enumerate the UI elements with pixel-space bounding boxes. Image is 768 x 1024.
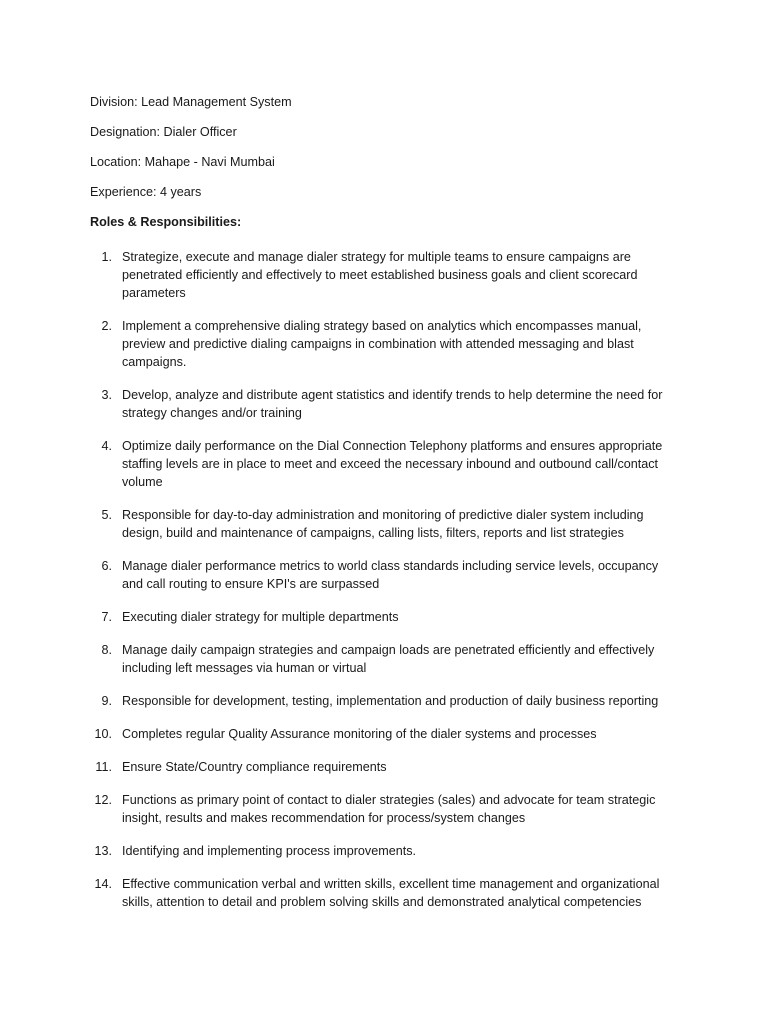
- list-item: [90, 608, 680, 626]
- list-item-text: Identifying and implementing process improvements.: [122, 844, 416, 858]
- list-item: [90, 506, 680, 542]
- list-item-number: 8.: [101, 643, 112, 657]
- list-item: [90, 791, 680, 827]
- list-item-text: Effective communication verbal and written skills, excellent time management and organizational skills, attention to detail and problem solving skills and demonstrated analytical competencies: [122, 877, 660, 909]
- list-item: [90, 248, 680, 302]
- list-item-number: 13.: [94, 844, 112, 858]
- list-item-number: 7.: [101, 610, 112, 624]
- list-item-number: 11.: [95, 760, 112, 774]
- list-item: [90, 386, 680, 422]
- list-item-text: Completes regular Quality Assurance monitoring of the dialer systems and processes: [122, 727, 597, 741]
- list-item-text: Responsible for day-to-day administration and monitoring of predictive dialer system including design, build and maintenance of campaigns, calling lists, filters, reports and list strategies: [122, 508, 644, 540]
- experience-line: Experience: 4 years: [90, 185, 202, 199]
- division-line: Division: Lead Management System: [90, 95, 292, 109]
- list-item-number: 1.: [101, 250, 112, 264]
- list-item-text: Executing dialer strategy for multiple departments: [122, 610, 399, 624]
- list-item: [90, 875, 680, 911]
- list-item-number: 6.: [101, 559, 112, 573]
- document-body: [90, 93, 680, 926]
- list-item: [90, 557, 680, 593]
- list-item-number: 4.: [101, 439, 112, 453]
- list-item: [90, 842, 680, 860]
- list-item-text: Strategize, execute and manage dialer strategy for multiple teams to ensure campaigns are penetrated efficiently and effectively to meet established business goals and client scorecard parameters: [122, 250, 638, 300]
- list-item-number: 14.: [94, 877, 112, 891]
- list-item-number: 5.: [101, 508, 112, 522]
- list-item-text: Develop, analyze and distribute agent statistics and identify trends to help determine the need for strategy changes and/or training: [122, 388, 663, 420]
- list-item: [90, 437, 680, 491]
- list-item: [90, 725, 680, 743]
- list-item-text: Manage daily campaign strategies and campaign loads are penetrated efficiently and effectively including left messages via human or virtual: [122, 643, 655, 675]
- list-item-number: 2.: [101, 319, 112, 333]
- list-item-number: 9.: [101, 694, 112, 708]
- location-line: Location: Mahape - Navi Mumbai: [90, 155, 275, 169]
- list-item: [90, 692, 680, 710]
- list-item: [90, 317, 680, 371]
- list-item-text: Responsible for development, testing, implementation and production of daily business reporting: [122, 694, 659, 708]
- list-item-number: 10.: [94, 727, 112, 741]
- list-item: [90, 641, 680, 677]
- list-item-text: Implement a comprehensive dialing strategy based on analytics which encompasses manual, preview and predictive dialing campaigns in combination with attended messaging and blast campaigns.: [122, 319, 642, 369]
- list-item-text: Ensure State/Country compliance requirements: [122, 760, 387, 774]
- roles-heading: Roles & Responsibilities:: [90, 215, 242, 229]
- list-item-number: 12.: [94, 793, 112, 807]
- list-item-number: 3.: [101, 388, 112, 402]
- list-item-text: Manage dialer performance metrics to world class standards including service levels, occupancy and call routing to ensure KPI's are surpassed: [122, 559, 659, 591]
- list-item-text: Optimize daily performance on the Dial Connection Telephony platforms and ensures appropriate staffing levels are in place to meet and exceed the necessary inbound and outbound call/contact volume: [122, 439, 663, 489]
- designation-line: Designation: Dialer Officer: [90, 125, 237, 139]
- list-item-text: Functions as primary point of contact to dialer strategies (sales) and advocate for team strategic insight, results and makes recommendation for process/system changes: [122, 793, 656, 825]
- responsibilities-list: [90, 248, 680, 911]
- list-item: [90, 758, 680, 776]
